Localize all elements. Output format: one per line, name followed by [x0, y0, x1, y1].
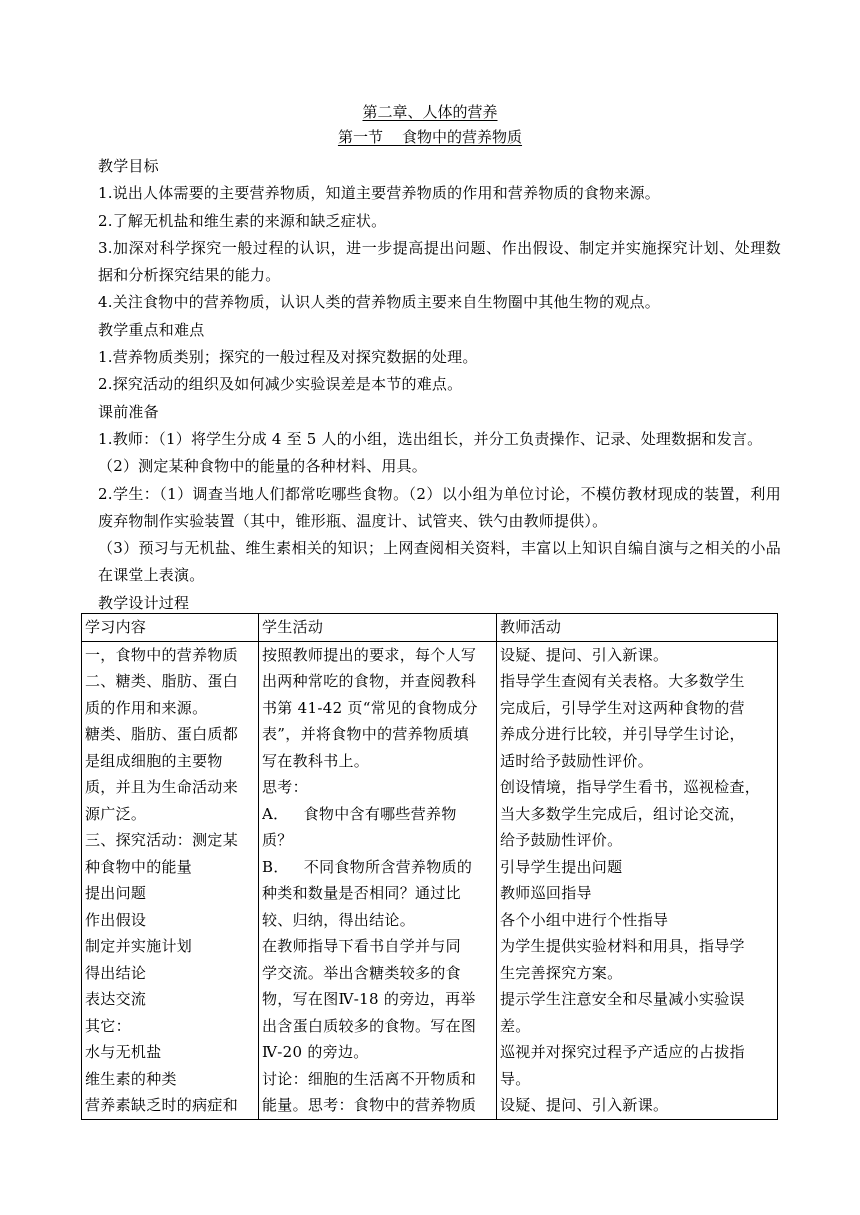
- student-line: 按照教师提出的要求，每个人写: [262, 645, 477, 664]
- teacher-line: 养成分进行比较，并引导学生讨论，: [500, 725, 745, 743]
- column-header-student: 学生活动: [259, 614, 497, 642]
- chapter-title: 第二章、人体的营养: [362, 103, 498, 121]
- objectives-heading: 教学目标: [98, 157, 159, 175]
- student-line: 物，写在图Ⅳ-18 的旁边，再举: [262, 990, 476, 1008]
- teacher-line: 导。: [500, 1069, 531, 1088]
- preparation-teacher: 1.教师：（1）将学生分成 4 至 5 人的小组，选出组长，并分工负责操作、记录、处理数据和发言。: [98, 429, 763, 448]
- content-line: 作出假设: [85, 910, 147, 929]
- objective-item: 1.说出人体需要的主要营养物质，知道主要营养物质的作用和营养物质的食物来源。: [98, 184, 660, 203]
- student-line: 学交流。举出含糖类较多的食: [262, 963, 461, 982]
- content-line: 一，食物中的营养物质: [85, 645, 239, 664]
- student-line: 写在教科书上。: [262, 751, 370, 770]
- content-line: 是组成细胞的主要物: [85, 751, 223, 770]
- student-line: 出含蛋白质较多的食物。写在图: [262, 1016, 477, 1035]
- teacher-line: 创设情境，指导学生看书，巡视检查，: [500, 778, 761, 796]
- student-line: 思考：: [262, 778, 308, 796]
- teacher-line: 生完善探究方案。: [500, 963, 623, 982]
- teacher-line: 提示学生注意安全和尽量减小实验误: [500, 990, 745, 1008]
- objective-item: 4.关注食物中的营养物质，认识人类的营养物质主要来自生物圈中其他生物的观点。: [98, 293, 660, 312]
- student-line: 出两种常吃的食物，并查阅教科: [262, 672, 477, 690]
- teacher-line: 教师巡回指导: [500, 884, 592, 902]
- content-line: 提出问题: [85, 884, 147, 902]
- teacher-line: 当大多数学生完成后，组讨论交流，: [500, 804, 745, 823]
- content-line: 二、糖类、脂肪、蛋白: [85, 672, 239, 690]
- objective-item: 2.了解无机盐和维生素的来源和缺乏症状。: [98, 211, 387, 230]
- student-line: 种类和数量是否相同？通过比: [262, 884, 461, 902]
- content-line: 种食物中的能量: [85, 857, 193, 876]
- content-line: 糖类、脂肪、蛋白质都: [85, 725, 239, 743]
- objective-item: 3.加深对科学探究一般过程的认识，进一步提高提出问题、作出假设、制定并实施探究计划、处理数据和分析探究结果的能力。: [98, 238, 781, 285]
- student-line: 能量。思考：食物中的营养物质: [262, 1096, 477, 1114]
- preparation-heading: 课前准备: [98, 402, 159, 421]
- student-activity-cell: [259, 641, 497, 1119]
- preparation-teacher-2: （2）测定某种食物中的能量的各种材料、用具。: [98, 457, 427, 476]
- student-line: Ⅳ-20 的旁边。: [262, 1043, 369, 1061]
- teacher-line: 各个小组中进行个性指导: [500, 910, 669, 929]
- teacher-line: 设疑、提问、引入新课。: [500, 645, 669, 664]
- content-line: 水与无机盐: [85, 1043, 162, 1061]
- teacher-line: 给予鼓励性评价。: [500, 831, 623, 849]
- teacher-line: 为学生提供实验材料和用具，指导学: [500, 937, 745, 955]
- table-header-row: [82, 614, 778, 642]
- content-line: 维生素的种类: [85, 1069, 177, 1088]
- teacher-activity-cell: [497, 641, 778, 1119]
- section-title: 第一节 食物中的营养物质: [337, 128, 523, 146]
- teacher-line: 巡视并对探究过程予产适应的占拔指: [500, 1043, 745, 1061]
- content-cell: [82, 641, 259, 1119]
- process-table: [81, 613, 778, 1120]
- content-line: 源广泛。: [85, 804, 147, 823]
- teacher-line: 设疑、提问、引入新课。: [500, 1096, 669, 1114]
- content-line: 质的作用和来源。: [85, 698, 208, 717]
- student-line: 表”，并将食物中的营养物质填: [262, 725, 469, 743]
- document-body: [81, 153, 781, 617]
- column-header-teacher: 教师活动: [497, 614, 778, 642]
- content-line: 制定并实施计划: [85, 937, 193, 955]
- content-line: 质，并且为生命活动来: [85, 778, 239, 796]
- process-heading: 教学设计过程: [98, 593, 190, 612]
- student-line: 在教师指导下看书自学并与同: [262, 937, 461, 955]
- key-point-item: 1.营养物质类别；探究的一般过程及对探究数据的处理。: [98, 348, 478, 367]
- preparation-students-2: （3）预习与无机盐、维生素相关的知识；上网查阅相关资料，丰富以上知识自编自演与之相关的小品在课堂上表演。: [98, 539, 781, 585]
- preparation-students: 2.学生：（1）调查当地人们都常吃哪些食物。（2）以小组为单位讨论，不模仿教材现成的装置，利用废弃物制作实验装置（其中，锥形瓶、温度计、试管夹、铁勺由教师提供）。: [98, 484, 781, 530]
- content-line: 营养素缺乏时的病症和: [85, 1096, 239, 1114]
- key-points-heading: 教学重点和难点: [98, 320, 205, 339]
- key-point-item: 2.探究活动的组织及如何减少实验误差是本节的难点。: [98, 375, 463, 394]
- content-line: 得出结论: [85, 963, 147, 982]
- teacher-line: 适时给予鼓励性评价。: [500, 751, 654, 770]
- student-line: A． 食物中含有哪些营养物: [262, 804, 457, 823]
- student-line: 较、归纳，得出结论。: [262, 910, 416, 929]
- student-line: 质？: [262, 831, 293, 849]
- teacher-line: 差。: [500, 1016, 531, 1035]
- teacher-line: 引导学生提出问题: [500, 857, 623, 876]
- teacher-line: 指导学生查阅有关表格。大多数学生: [500, 672, 745, 690]
- column-header-content: 学习内容: [82, 614, 259, 642]
- table-row: [82, 641, 778, 1119]
- student-line: B． 不同食物所含营养物质的: [262, 857, 473, 876]
- content-line: 三、探究活动：测定某: [85, 831, 239, 849]
- content-line: 其它：: [85, 1016, 131, 1035]
- content-line: 表达交流: [85, 990, 147, 1008]
- teacher-line: 完成后，引导学生对这两种食物的营: [500, 698, 745, 717]
- student-line: 讨论：细胞的生活离不开物质和: [262, 1069, 477, 1088]
- student-line: 书第 41-42 页“常见的食物成分: [262, 698, 478, 717]
